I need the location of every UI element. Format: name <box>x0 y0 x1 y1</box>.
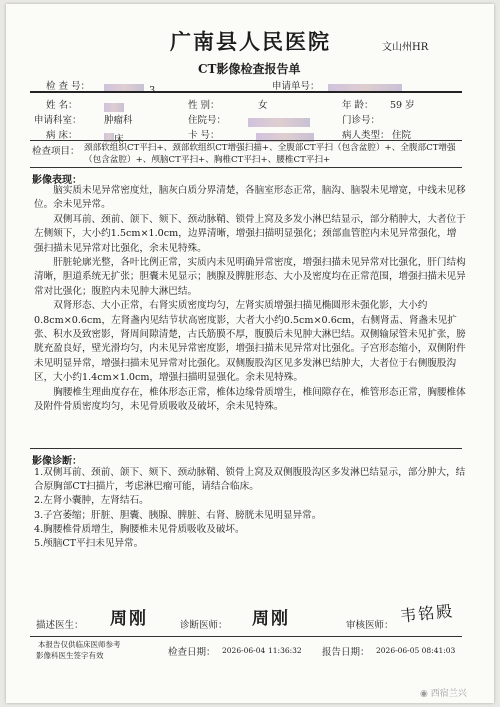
patient-info-divider <box>30 140 462 141</box>
patient-type-value: 住院 <box>392 130 412 141</box>
exam-date-label: 检查日期： <box>168 647 216 658</box>
findings-paragraph: 脑实质未见异常密度灶，脑灰白质分界清楚，各脑室形态正常，脑沟、脑裂未见增宽，中线未见移位。余未见异常。 <box>34 185 466 211</box>
findings-paragraph: 双肾形态、大小正常，右肾实质密度均匀，左肾实质增强扫描见椭圆形未强化影，大小约0.8cm×0.6cm，左肾盏内见结节状高密度影，大者大小约0.5cm×0.6cm，右侧肾盂、肾盏未见扩张、积水及致密影，肾周间隙清楚，古氏筋膜不厚，腹膜后未见肿大淋巴结。双侧输尿管未见扩张，膀胱充盈良好，壁光滑均匀，内未见异常密度影，增强扫描未见异常对比强化。子宫形态缩小，双侧附件未见明显异常，增强扫描未见异常对比强化。双侧腹股沟区见多发淋巴结肿大，大者位于右侧腹股沟区，大小约1.4cm×1.0cm，增强扫描明显强化。余未见特殊。 <box>34 300 466 384</box>
exam-date: 2026-06-04 <box>222 646 266 655</box>
findings-paragraph: 双侧耳前、颈前、颌下、颏下、颈动脉鞘、锁骨上窝及多发小淋巴结显示，部分稍肿大，大者位于左侧颏下，大小约1.5cm×1.0cm，边界清晰，增强扫描明显强化；颈部血管腔内未见异常强化，增强扫描未见异常对比强化，余未见特殊。 <box>34 213 466 254</box>
exam-no-label: 检 查 号： <box>46 81 91 92</box>
findings-paragraph: 胸腰椎生理曲度存在，椎体形态正常，椎体边缘骨质增生，椎间隙存在，椎管形态正常，胸腰椎体及附件骨质密度均匀，未见骨质吸收及破坏，余未见特殊。 <box>34 386 466 413</box>
diagnosis-list <box>34 466 466 551</box>
redaction-mask <box>248 118 310 127</box>
age-label: 年 龄： <box>342 100 374 111</box>
report-title: CT影像检查报告单 <box>198 62 301 76</box>
watermark-text: 西宿兰兴 <box>430 689 467 699</box>
exam-no-value: 3 <box>149 85 156 96</box>
diagnosis-title: 影像诊断： <box>32 456 82 467</box>
findings-body <box>34 184 466 415</box>
footer-divider <box>30 636 462 637</box>
findings-title: 影像表现： <box>32 175 82 186</box>
hospital-code: 文山州HR <box>382 42 429 53</box>
redaction-mask <box>104 103 124 112</box>
footer-note-2: 影像科医生签字有效 <box>36 651 104 660</box>
hospital-name: 广南县人民医院 <box>170 29 331 54</box>
dept-value: 肿瘤科 <box>104 115 133 126</box>
footer-note-1: 本报告仅供临床医师参考 <box>38 640 121 649</box>
reporter-signature: 周刚 <box>110 609 148 629</box>
request-no-value-field <box>328 78 402 97</box>
clinic-no-label: 门诊号： <box>342 115 381 126</box>
diagnosis-item: 1.双侧耳前、颈前、颌下、颏下、颈动脉鞘、锁骨上窝及双侧腹股沟区多发淋巴结显示，部分肿大，结合原胸部CT扫描片，考虑淋巴瘤可能，请结合临床。 <box>34 467 466 493</box>
diag-doctor-signature: 周刚 <box>252 609 290 629</box>
watermark-icon: ◉ <box>420 689 428 699</box>
watermark <box>420 686 467 699</box>
exam-time: 11:36:32 <box>268 646 302 655</box>
bed-label: 病 床： <box>46 130 78 141</box>
inpatient-no-label: 住院号： <box>188 115 227 126</box>
findings-paragraph: 肝脏轮廓光整，各叶比例正常，实质内未见明确异常密度，增强扫描未见异常对比强化，肝门结构清晰，胆道系统无扩张；胆囊未见显示；胰腺及脾脏形态、大小及密度均在正常范围，增强扫描未见异常对比强化；腹腔内未见肿大淋巴结。 <box>34 257 466 297</box>
header-divider <box>30 91 462 93</box>
sex-value: 女 <box>258 100 268 111</box>
request-no-label: 申请单号： <box>272 81 320 92</box>
exam-items-label: 检查项目： <box>32 146 80 157</box>
diag-doctor-label: 诊断医师： <box>180 620 228 631</box>
diagnosis-item: 5.颅脑CT平扫未见异常。 <box>34 538 144 550</box>
reporter-label: 描述医生： <box>36 620 84 631</box>
diagnosis-item: 4.胸腰椎骨质增生，胸腰椎未见骨质吸收及破坏。 <box>34 523 245 535</box>
diagnosis-item: 2.左肾小囊肿，左肾结石。 <box>34 495 149 507</box>
diagnosis-item: 3.子宫萎缩；肝脏、胆囊、胰腺、脾脏、右肾、膀胱未见明显异常。 <box>34 509 322 521</box>
sex-label: 性 别： <box>188 100 220 111</box>
dept-label: 申请科室： <box>34 115 82 126</box>
report-date-label: 报告日期： <box>322 647 370 658</box>
patient-type-label: 病人类型： <box>342 130 390 141</box>
exam-items-text: 颈部软组织CT平扫+、颈部软组织CT增强扫描+、全腹部CT平扫（包含盆腔）+、全腹部CT增强（包含盆腔）+、颅脑CT平扫+、胸椎CT平扫+、腰椎CT平扫+ <box>84 143 456 165</box>
findings-divider <box>30 448 462 449</box>
name-label: 姓 名： <box>46 100 78 111</box>
report-date: 2026-06-05 08:41:03 <box>376 646 456 655</box>
reviewer-label: 审核医师： <box>346 620 394 631</box>
age-value: 59 岁 <box>390 100 415 111</box>
exam-items-divider <box>30 167 462 168</box>
reviewer-signature: 韦铭殿 <box>399 601 455 626</box>
exam-no-value-field <box>104 78 155 97</box>
bed-value: 床 <box>114 134 124 145</box>
card-label: 卡 号： <box>188 130 220 141</box>
